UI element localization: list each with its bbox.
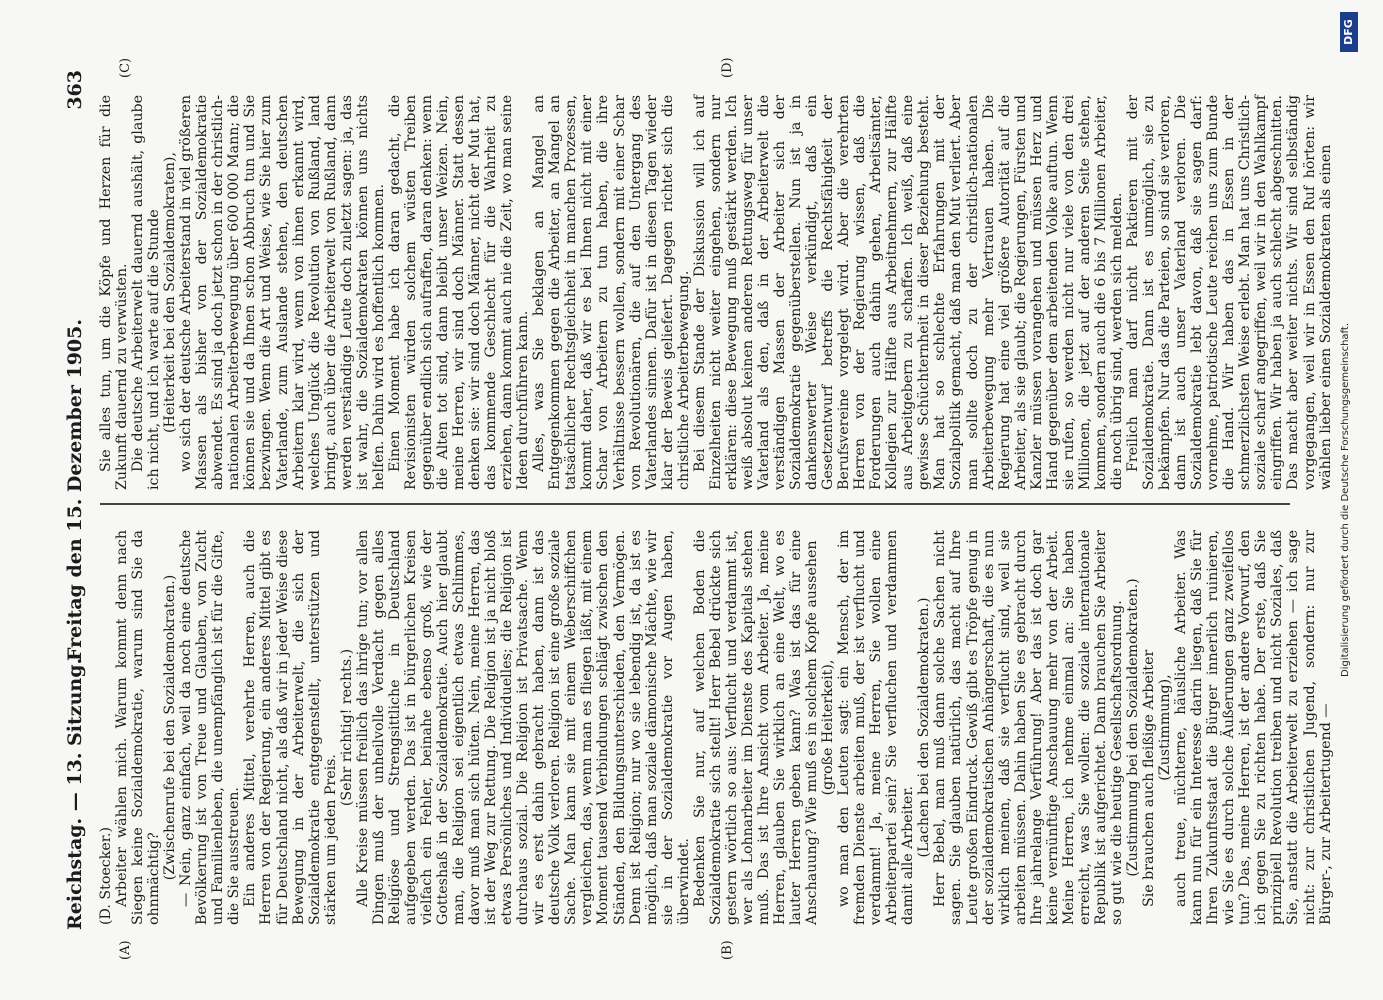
paragraph: (Lachen bei den Sozialdemokraten.) <box>916 597 933 858</box>
text-column-right <box>98 95 1338 490</box>
paragraph: auch treue, nüchterne, häusliche Arbeiter. Was kann nun für ein Interesse darin liegen, daß Sie für Ihren Zukunftsstaat die Bürger innerlich ruinieren, wie Sie es durch solche Äußerungen ganz zweifellos tun? Das, meine Herren, ist der andere Vorwurf, den ich gegen Sie zu richten habe. Der erste, daß Sie prinzipiell Revolution treiben und nicht Soziales, daß Sie, anstatt die Arbeiterwelt zu erziehen — ich sage nicht: zur christlichen Jugend, sondern: nur zur Bürger-, zur Arbeitertugend — <box>1173 530 1334 925</box>
paragraph: (Heiterkeit bei den Sozialdemokraten), <box>162 152 179 433</box>
paragraph: wo man den Leuten sagt: ein Mensch, der im fremden Dienste arbeiten muß, der ist verflucht und verdammt! Ja, meine Herren, Sie wollen eine Arbeiterpartei sein? Sie verfluchen und verdammen damit alle Arbeiter. <box>836 530 917 925</box>
paragraph: Sie brauchen auch fleißige Arbeiter <box>1141 649 1158 907</box>
margin-marker-a: (A) <box>118 940 133 960</box>
margin-marker-d: (D) <box>720 57 735 78</box>
running-header-date: Freitag den 15. Dezember 1905. <box>64 319 86 661</box>
margin-marker-b: (B) <box>720 940 735 960</box>
paragraph: (Sehr richtig! rechts.) <box>338 648 355 807</box>
dfg-logo: DFG <box>1340 12 1358 52</box>
paragraph: Arbeiter wählen mich. Warum kommt denn nach Siegen keine Sozialdemokratie, warum sind Sie da ohnmächtig? <box>114 530 163 925</box>
paragraph: Herr Bebel, man muß dann solche Sachen nicht sagen. Sie glauben natürlich, das macht auf Ihre Leute großen Eindruck. Gewiß gibt es Tröpfe genug in der sozialdemokratischen Anhängerschaft, die es nun wirklich meinen, daß sie verflucht sind, weil sie arbeiten müssen. Dahin haben Sie es gebracht durch Ihre jahrelange Verführung! Aber das ist doch gar keine vernünftige Anschauung mehr von der Arbeit. Meine Herren, ich nehme einmal an: Sie haben erreicht, was Sie wollen: die soziale internationale Republik ist aufgerichtet. Dann brauchen Sie Arbeiter so gut wie die heutige Gesellschaftsordnung. <box>932 530 1125 925</box>
speaker-tag: (D. Stoecker.) <box>98 827 114 925</box>
paragraph: Bei diesem Stande der Diskussion will ich auf Einzelheiten nicht weiter eingehen, sondern nur erklären: diese Bewegung muß gestärkt werden. Ich weiß absolut keinen anderen Rettungsweg für unser Vaterland als den, daß in der Arbeiterwelt die verständigen Massen der Arbeiter sich der Sozialdemokratie gegenüberstellen. Nun ist ja in dankenswerter Weise verkündigt, daß ein Gesetzentwurf betreffs die Rechtsfähigkeit der Berufsvereine vorgelegt wird. Aber die verehrten Herren von der Regierung wissen, daß die Forderungen auch dahin gehen, Arbeitsämter, Kollegien zur Hälfte aus Arbeitnehmern, zur Hälfte aus Arbeitgebern zu schaffen. Ich weiß, daß eine gewisse Schüchternheit in dieser Beziehung besteht. Man hat so schlechte Erfahrungen mit der Sozialpolitik gemacht, daß man den Mut verliert. Aber man sollte doch zu der christlich-nationalen Arbeiterbewegung mehr Vertrauen haben. Die Regierung hat eine viel größere Autorität auf die Arbeiter, als sie glaubt; die Regierungen, Fürsten und Kanzler müssen vorangehen und müssen Herz und Hand gegenüber dem arbeitenden Volke auftun. Wenn sie rufen, so werden nicht nur viele von den drei Millionen, die jetzt auf der anderen Seite stehen, kommen, sondern auch die 6 bis 7 Millionen Arbeiter, die noch übrig sind, werden sich melden. <box>691 95 1125 490</box>
running-header-left: Reichstag. — 13. Sitzung. <box>64 657 86 930</box>
paragraph: Bedenken Sie nur, auf welchen Boden die Sozialdemokratie sich stellt! Herr Bebel drückte sich gestern wörtlich so aus: Verflucht und verdammt ist, wer als Lohnarbeiter im Dienste des Kapitals stehen muß. Das ist Ihre Ansicht vom Arbeiter. Ja, meine Herren, glauben Sie wirklich an eine Welt, wo es lauter Herren geben kann? Was ist das für eine Anschauung? Wie muß es in solchem Kopfe aussehen <box>691 530 821 925</box>
paragraph: wo sich der deutsche Arbeiterstand in viel größeren Massen als bisher von der Sozialdemokratie abwendet. Es sind ja doch jetzt schon in der christlich-nationalen Arbeiterbewegung über 600 000 Mann; die können sie und da Ihnen schon Abbruch tun und Sie bezwingen. Wenn die Art und Weise, wie Sie hier zum Vaterlande, zum Auslande stehen, den deutschen Arbeitern klar wird, wenn von ihnen erkannt wird, welches Unglück die Revolution von Rußland, land bringt, auch über die Arbeiterwelt von Rußland, dann werden verständige Leute doch zuletzt sagen: ja, das ist wahr, die Sozialdemokraten können uns nichts helfen. Dahin wird es hoffentlich kommen. <box>178 95 387 490</box>
column-divider <box>100 504 1290 506</box>
paragraph: Alle Kreise müssen freilich das ihrige tun; vor allen Dingen muß der unheilvolle Verdacht gegen alles Religiöse und Strengsittliche in Deutschland aufgegeben werden. Das ist in bürgerlichen Kreisen vielfach ein Fehler, beinahe ebenso groß, wie der Gotteshaß in der Sozialdemokratie. Auch hier glaubt man, die Religion sei eigentlich etwas Schlimmes, davor muß man sich hüten. Nein, meine Herren, das ist der Weg zur Rettung. Die Religion ist ja nicht bloß etwas Persönliches und Individuelles; die Religion ist durchaus sozial. Die Religion ist Privatsache. Wenn wir es erst dahin gebracht haben, dann ist das deutsche Volk verloren. Religion ist eine große soziale Sache. Man kann sie mit einem Weberschiffchen vergleichen, das, wenn man es fliegen läßt, mit einem Moment tausend Verbindungen schlägt zwischen den Ständen, den Bildungsunterschieden, den Vermögen. Denn ist Religion; nur wo sie lebendig ist, da ist es möglich, daß man soziale dämonische Mächte, wie wir sie in der Sozialdemokratie vor Augen haben, überwindet. <box>354 530 692 925</box>
paragraph: (große Heiterkeit), <box>820 659 837 796</box>
paragraph: Freilich man darf nicht Paktieren mit der Sozialdemokratie. Dann ist es unmöglich, sie zu bekämpfen. Nur das die Parteien, so sind sie verloren, dann ist auch unser Vaterland verloren. Die Sozialdemokratie lebt davon, daß sie sagen darf: vornehme, patriotische Leute reichen uns zum Bunde die Hand. Wir haben das in Essen in der schmerzlichsten Weise erlebt. Man hat uns Christlich-soziale scharf angegriffen, weil wir in den Wahlkampf eingriffen. Wir haben ja auch schlecht abgeschnitten. Das macht aber weiter nichts. Wir sind selbständig vorgegangen, weil wir in Essen den Ruf hörten: wir wählen lieber einen Sozialdemokraten als einen <box>1125 95 1334 490</box>
paragraph: (Zustimmung bei den Sozialdemokraten.) <box>1125 578 1141 877</box>
paragraph: Einen Moment habe ich daran gedacht, die Revisionisten würden solchem wüsten Treiben gegenüber endlich sich aufraffen, daran denken: wenn die Alten tot sind, dann bleibt unser Weizen. Nein, meine Herren, wir sind doch Männer. Statt dessen denken sie: wir sind doch Männer, nicht der Mut hat, das kommende Geschlecht für die Wahrheit zu erziehen, dann kommt auch nie die Zeit, wo man seine Ideen durchführen kann. <box>386 95 532 490</box>
page-number: 363 <box>64 70 86 110</box>
paragraph: — Nein, ganz einfach, weil da noch eine deutsche Bevölkerung ist von Treue und Glauben, von Zucht und Familienleben, die unempfänglich ist für die Gifte, die Sie ausstreuen. <box>178 530 243 925</box>
text-column-left <box>98 530 1334 925</box>
paragraph: Alles, was Sie beklagen an Mangel an Entgegenkommen gegen die Arbeiter, an Mangel an tatsächlicher Rechtsgleichheit in manchen Prozessen, kommt daher, daß wir es bei Ihnen nicht mit einer Schar von Arbeitern zu tun haben, die ihre Verhältnisse bessern wollen, sondern mit einer Schar von Revolutionären, die auf den Untergang des Vaterlandes sinnen. Dafür ist in diesen Tagen wieder klar der Beweis geliefert. Dagegen richtet sich die christliche Arbeiterbewegung. <box>531 95 692 490</box>
paragraph: (Zustimmung), <box>1157 674 1174 781</box>
paragraph: (Zwischenrufe bei den Sozialdemokraten.) <box>162 574 179 881</box>
paragraph: Sie alles tun, um die Köpfe und Herzen für die Zukunft dauernd zu verwüsten. <box>98 95 131 490</box>
margin-marker-c: (C) <box>118 57 133 78</box>
paragraph: Die deutsche Arbeiterwelt dauernd aushält, glaube ich nicht, und ich warte auf die Stunde <box>130 95 163 490</box>
digitization-credit: Digitalisierung gefördert durch die Deutsche Forschungsgemeinschaft. <box>1340 322 1351 678</box>
paragraph: Ein anderes Mittel, verehrte Herren, auch die Herren von der Regierung, ein anderes Mittel gibt es für Deutschland nicht, als daß wir in jeder Weise diese Bewegung in der Arbeiterwelt, die sich der Sozialdemokratie entgegenstellt, unterstützen und stärken um jeden Preis. <box>242 530 339 925</box>
